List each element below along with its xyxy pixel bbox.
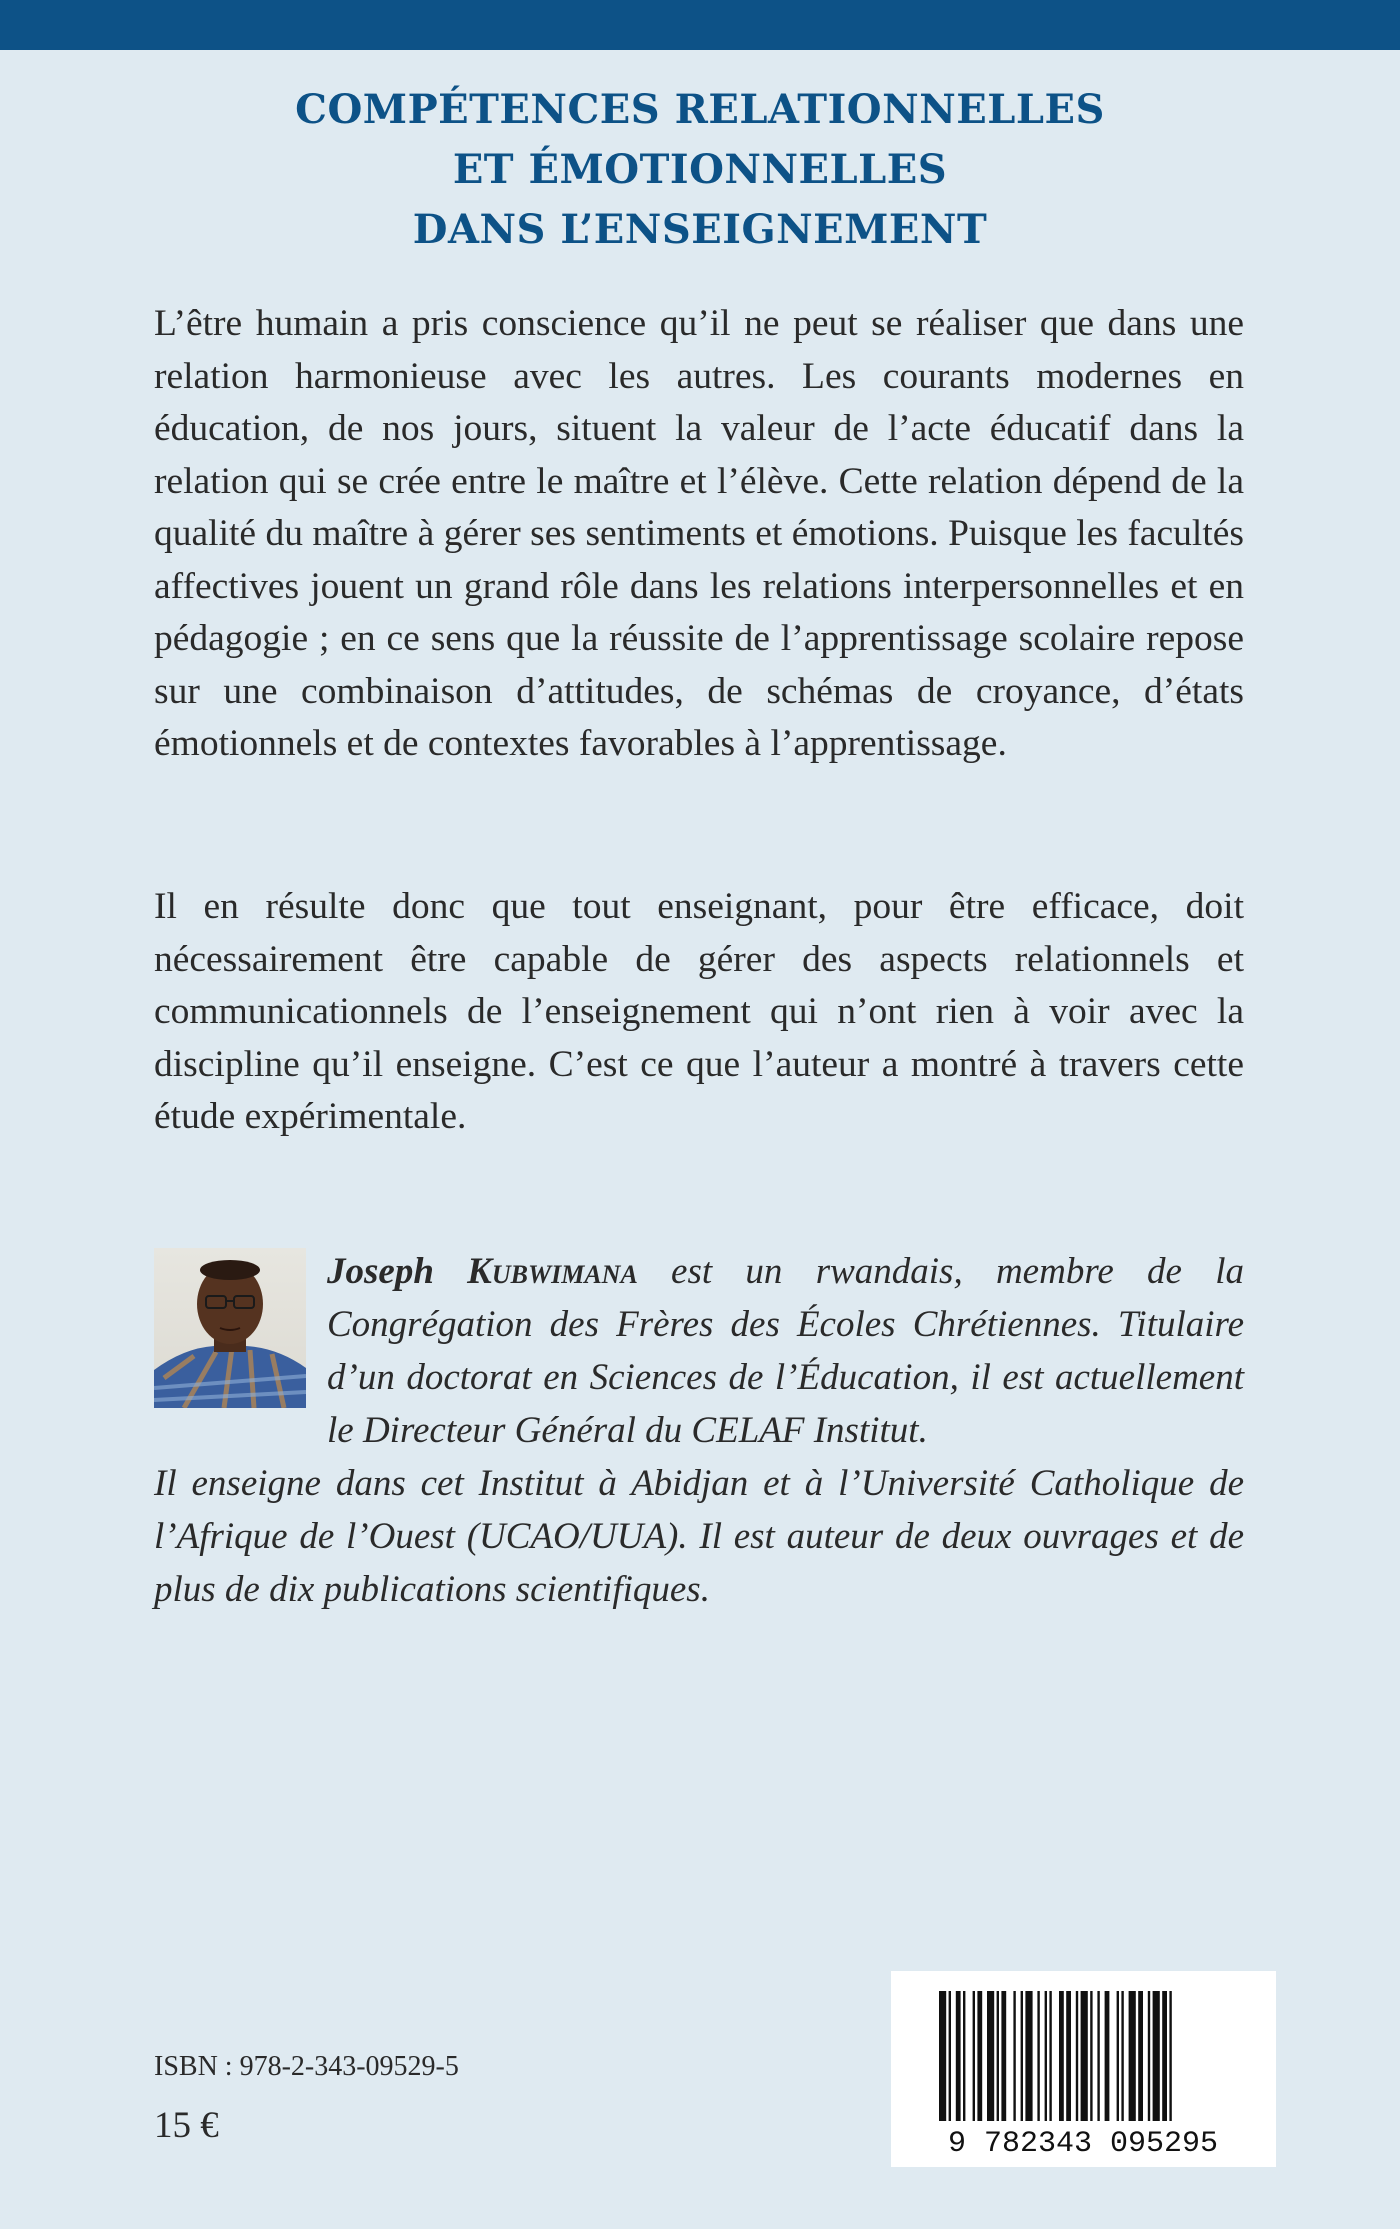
author-last-name: Kubwimana <box>467 1251 638 1292</box>
barcode-bar <box>977 1991 982 2121</box>
barcode-bar <box>1162 1991 1167 2121</box>
barcode-bar <box>1066 1991 1071 2121</box>
barcode-bar <box>963 1991 965 2121</box>
barcode-bar <box>1117 1991 1119 2121</box>
barcode-bar <box>1121 1991 1123 2121</box>
isbn-label: ISBN : 978-2-343-09529-5 <box>154 2051 459 2082</box>
barcode-bar <box>1037 1991 1039 2121</box>
barcode-bar <box>987 1991 994 2121</box>
author-bio-text-2: Il enseigne dans cet Institut à Abidjan et à l’Université Catholique de l’Afrique de l’Ouest (UCAO/UUA). Il est auteur de deux ouvrages et de plus de dix publications scientifiques. <box>154 1463 1244 1610</box>
barcode-bar <box>949 1991 951 2121</box>
summary-paragraph-1: L’être humain a pris conscience qu’il ne peut se réaliser que dans une relation harmonieuse avec les autres. Les courants modernes en éducation, de nos jours, situent la valeur de l’acte éducatif dans la relation qui se crée entre le maître et l’élève. Cette relation dépend de la qualité du maître à gérer ses sentiments et émotions. Puisque les facultés affectives jouent un grand rôle dans les relations interpersonnelles et en pédagogie ; en ce sens que la réussite de l’apprentissage scolaire repose sur une combinaison d’attitudes, de schémas de croyance, d’états émotionnels et de contextes favorables à l’apprentissage. <box>154 303 1244 764</box>
author-bio <box>154 1245 1244 1616</box>
barcode-bar <box>1105 1991 1110 2121</box>
barcode <box>891 1971 1276 2167</box>
barcode-bar <box>1148 1991 1150 2121</box>
barcode-bar <box>1076 1991 1078 2121</box>
title-line-3: DANS L’ENSEIGNEMENT <box>412 206 988 253</box>
price-label: 15 € <box>154 2105 219 2146</box>
title-line-1: COMPÉTENCES RELATIONNELLES <box>295 86 1105 133</box>
barcode-bar <box>973 1991 975 2121</box>
barcode-bar <box>1153 1991 1160 2121</box>
barcode-bar <box>1138 1991 1143 2121</box>
title-line-2: ET ÉMOTIONNELLES <box>452 146 948 193</box>
barcode-bar <box>1001 1991 1006 2121</box>
barcode-bar <box>1090 1991 1092 2121</box>
barcode-bar <box>1169 1991 1171 2121</box>
barcode-bar <box>1013 1991 1015 2121</box>
summary-paragraph-2: Il en résulte donc que tout enseignant, pour être efficace, doit nécessairement être capable de gérer des aspects relationnels et communicationnels de l’enseignement qui n’ont rien à voir avec la discipline qu’il enseigne. C’est ce que l’auteur a montré à travers cette étude expérimentale. <box>154 886 1244 1137</box>
photo-spacer <box>154 1245 327 1410</box>
book-title <box>0 80 1400 260</box>
barcode-bar <box>1025 1991 1032 2121</box>
barcode-bar <box>939 1991 946 2121</box>
barcode-bar <box>1021 1991 1023 2121</box>
barcode-bar <box>1081 1991 1088 2121</box>
barcode-bar <box>1097 1991 1099 2121</box>
barcode-digits: 9 782343 095295 <box>947 2127 1219 2161</box>
author-bio-text-1: est un rwandais, membre de la Congrégation des Frères des Écoles Chrétiennes. Titulaire d’un doctorat en Sciences de l’Éducation, il est actuellement le Directeur Général du CELAF Institut. <box>327 1251 1244 1451</box>
top-color-band <box>0 0 1400 50</box>
barcode-bar <box>1045 1991 1047 2121</box>
barcode-bar <box>956 1991 961 2121</box>
barcode-bar <box>1059 1991 1064 2121</box>
author-first-name: Joseph <box>327 1251 434 1292</box>
barcode-bar <box>1129 1991 1136 2121</box>
barcode-bar <box>997 1991 999 2121</box>
barcode-bar <box>1049 1991 1051 2121</box>
